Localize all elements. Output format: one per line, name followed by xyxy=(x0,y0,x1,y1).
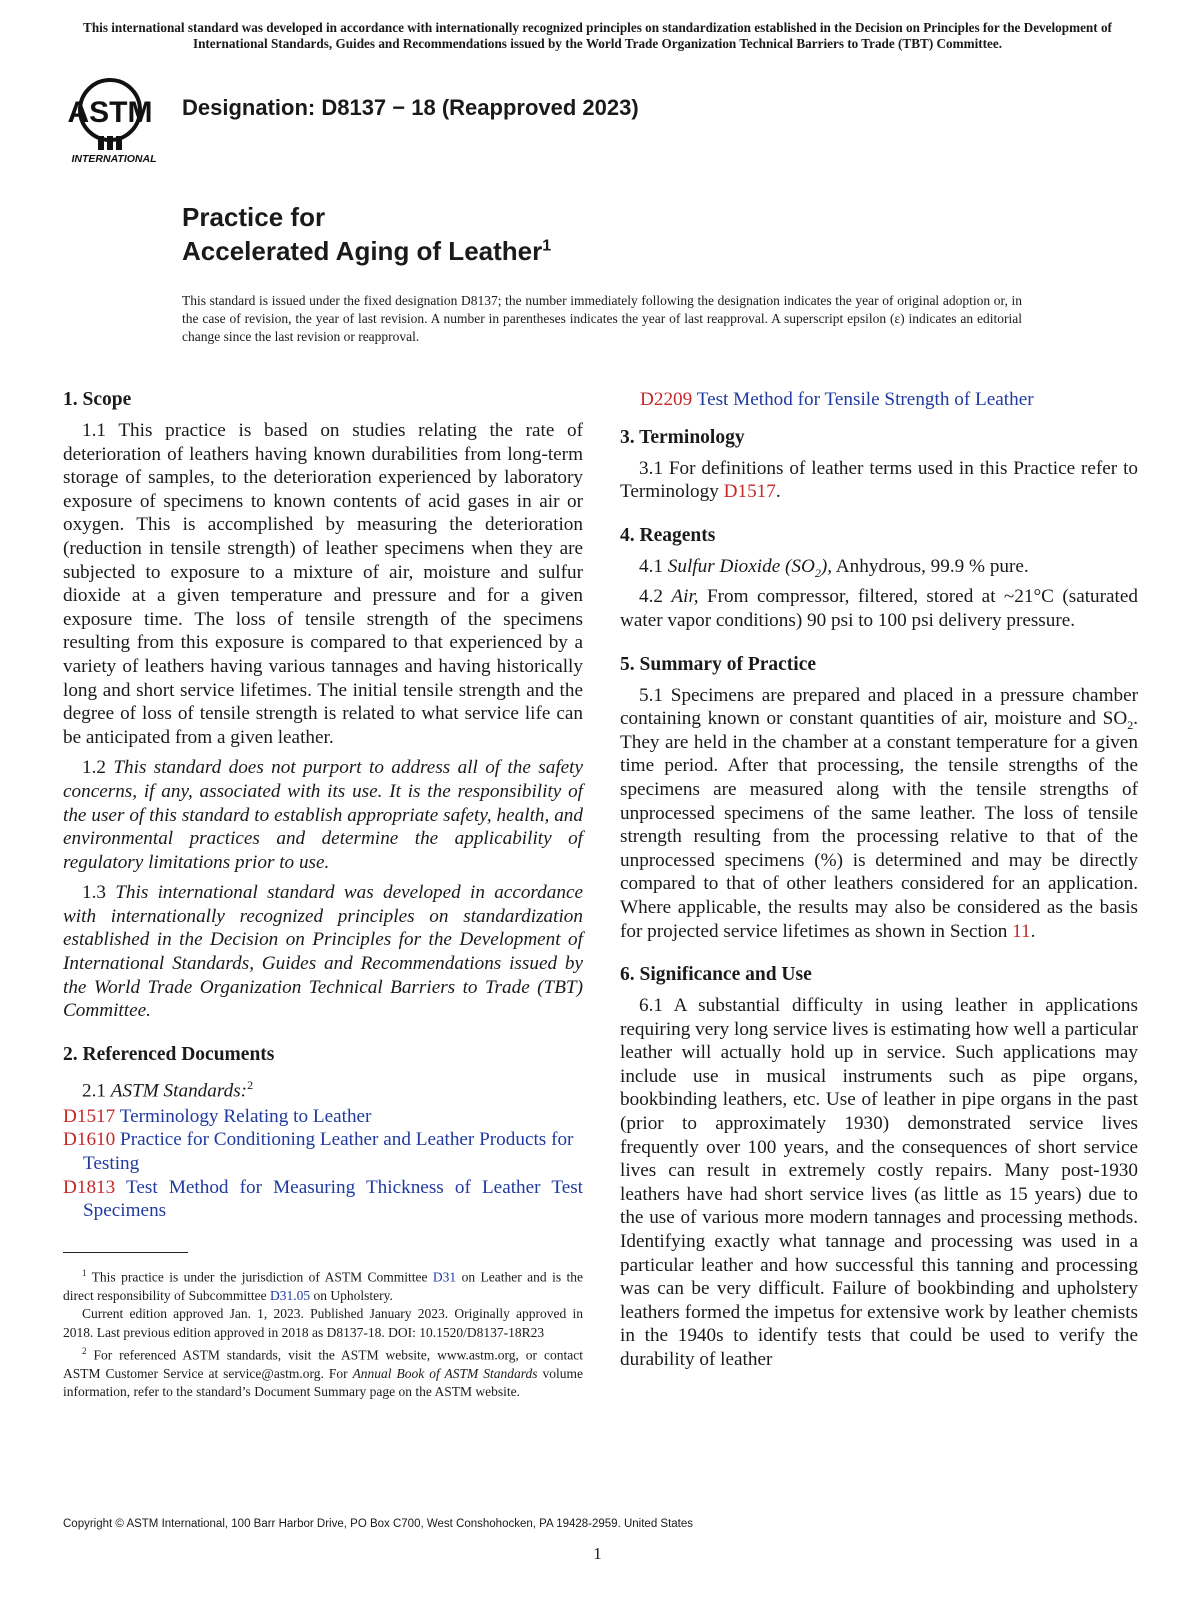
scope-para-1: 1.1 This practice is based on studies relating the rate of deterioration of leathers having known durabilities from long-term storage of samples, to the deterioration experienced by laboratory exposure of specimens to known contents of acid gases in air or oxygen. This is accomplished by measuring the deterioration (reduction in tensile strength) of leather specimens when they are subjected to exposure to a mixture of air, moisture and sulfur dioxide at a given temperature and pressure and for a given exposure time. The loss of tensile strength of the specimens resulting from this exposure is compared to that experienced by a variety of leathers having various tannages and having historically long and short service lifetimes. The initial tensile strength and the degree of loss of tensile strength is related to what service life can be anticipated from a given leather. xyxy=(63,420,583,748)
scope-para-3 xyxy=(63,881,583,1023)
astm-standards-label: ASTM Standards: xyxy=(110,1080,248,1102)
terminology-end: . xyxy=(775,481,781,503)
footnote-link-d31[interactable]: D31 xyxy=(432,1269,457,1285)
footnote-1-text-b: on Leather and is the direct responsibility of Subcommittee xyxy=(63,1269,583,1303)
ref-item-d2209[interactable] xyxy=(620,388,1138,412)
ref-title[interactable]: Practice for Conditioning Leather and Leather Products for Testing xyxy=(83,1129,574,1175)
terminology-link-d1517[interactable]: D1517 xyxy=(723,481,776,503)
so2-subscript: 2 xyxy=(814,565,821,580)
ref-code[interactable]: D1517 xyxy=(63,1105,116,1127)
footnote-2-text-a: For referenced ASTM standards, visit the ASTM website, www.astm.org, or contact ASTM Customer Service at service@astm.org. For xyxy=(63,1347,583,1382)
title-text: Accelerated Aging of Leather xyxy=(182,236,543,266)
section-heading-significance: 6. Significance and Use xyxy=(620,964,812,986)
ref-item-d1813[interactable] xyxy=(63,1176,583,1223)
right-column xyxy=(620,388,1138,1379)
ref-title[interactable]: Terminology Relating to Leather xyxy=(119,1105,372,1127)
section-heading-summary: 5. Summary of Practice xyxy=(620,653,817,675)
title-footnote-mark: 1 xyxy=(542,237,552,255)
summary-text-a: 5.1 Specimens are prepared and placed in a pressure chamber containing known or constant quantities of air, moisture and SO xyxy=(620,684,1138,730)
svg-text:ASTM: ASTM xyxy=(67,96,153,129)
left-column xyxy=(63,388,583,1223)
ref-code[interactable]: D2209 xyxy=(640,389,693,410)
title-line-1: Practice for xyxy=(182,202,326,232)
page-number: 1 xyxy=(593,1544,602,1563)
scope-para-2 xyxy=(63,756,583,874)
summary-end: . xyxy=(1030,920,1036,942)
footnote-1-text-c: on Upholstery. xyxy=(310,1287,393,1303)
footnote-2-mark: 2 xyxy=(82,1346,87,1357)
footnote-divider xyxy=(63,1252,188,1253)
summary-text-b: . They are held in the chamber at a constant temperature for a given time period. After that processing, the tensile strengths of the specimens are measured along with the tensile strengths of unprocessed specimens of the same leather. The loss of tensile strength resulting from the processing relative to that of the unprocessed specimens (%) is determined and may be directly compared to that of other leathers considered for an application. Where applicable, the results may also be considered as the basis for projected service lifetimes as shown in Section xyxy=(620,708,1138,942)
ref-title[interactable]: Test Method for Measuring Thickness of Leather Test Specimens xyxy=(83,1176,584,1222)
logo-text: INTERNATIONAL xyxy=(71,153,157,164)
document-title xyxy=(182,200,551,268)
footnote-1-mark: 1 xyxy=(82,1268,87,1278)
scope-para-2-text: This standard does not purport to address all of the safety concerns, if any, associated with its use. It is the responsibility of the user of this standard to establish appropriate safety, health, and environmental practices and determine the applicability of regulatory limitations prior to use. xyxy=(63,757,584,873)
terminology-para-1 xyxy=(620,457,1138,504)
astm-standards-subheading xyxy=(63,1074,583,1103)
section-heading-reagents: 4. Reagents xyxy=(620,524,716,546)
section-heading-scope: 1. Scope xyxy=(63,389,132,410)
footnote-2 xyxy=(63,1342,583,1402)
summary-subscript: 2 xyxy=(1127,717,1134,732)
copyright-notice: Copyright © ASTM International, 100 Barr Harbor Drive, PO Box C700, West Conshohocken, PA 19428-2959. United States xyxy=(63,1518,694,1530)
significance-para-1: 6.1 A substantial difficulty in using leather in applications requiring very long service lives is estimating how well a particular leather will actually hold up in service. Such applications may include use in musical instruments such as pipe organs, bookbinding leathers, etc. Use of leather in pipe organs in the past (prior to approximately 1930) demonstrated service lives frequently over 100 years, and the consequences of short service lives can result in extremely costly repairs. Many post-1930 leathers have had short service lives (as little as 15 years) due to the use of various more modern tannages and processing methods. Identifying exactly what tannage and processing was used in a particular leather and how successful this tanning and processing was can be very difficult. Failure of bookbinding and upholstery leathers formed the impetus for extensive work by leather chemists in the 1940s to identify tests that could be used to verify the durability of leather xyxy=(620,995,1138,1370)
section-heading-referenced: 2. Referenced Documents xyxy=(63,1043,275,1065)
footnotes xyxy=(63,1264,583,1402)
ref-code[interactable]: D1813 xyxy=(63,1176,116,1198)
footnote-1-text-a: This practice is under the jurisdiction of ASTM Committee xyxy=(86,1269,433,1285)
issued-note: This standard is issued under the fixed designation D8137; the number immediately following the designation indicates the year of original adoption or, in the case of revision, the year of last revision. A number in parentheses indicates the year of last reapproval. A superscript epsilon (ε) indicates an editorial change since the last revision or reapproval. xyxy=(182,293,1022,344)
astm-logo-icon xyxy=(62,72,170,164)
reagents-para-2 xyxy=(620,585,1138,632)
astm-logo xyxy=(62,72,170,164)
designation: Designation: D8137 − 18 (Reapproved 2023) xyxy=(182,95,639,120)
reagents-para-2-text: From compressor, filtered, stored at ~21°C (saturated water vapor conditions) 90 psi to 100 psi delivery pressure. xyxy=(620,586,1139,631)
terminology-text: 3.1 For definitions of leather terms used in this Practice refer to Terminology xyxy=(620,457,1138,503)
scope-para-2-num: 1.2 xyxy=(82,757,106,779)
reagents-para-2-label: Air, xyxy=(671,586,699,608)
reagents-para-1-text: Anhydrous, 99.9 % pure. xyxy=(832,555,1029,577)
footnote-link-d31-05[interactable]: D31.05 xyxy=(269,1287,311,1303)
footnote-1 xyxy=(63,1264,583,1305)
reagents-para-1-num: 4.1 xyxy=(639,555,663,577)
astm-standards-mark: 2 xyxy=(247,1077,254,1092)
ref-item-d1610[interactable] xyxy=(63,1128,583,1175)
footnote-2-text-b: volume information, refer to the standard’s Document Summary page on the ASTM website. xyxy=(63,1366,583,1400)
reagents-para-1-label xyxy=(667,555,833,580)
so2-label: Sulfur Dioxide (SO xyxy=(667,555,815,577)
scope-para-3-text: This international standard was developed in accordance with internationally recognized principles on standardization established in the Decision on Principles for the Development of International Standards, Guides and Recommendations issued by the World Trade Organization Technical Barriers to Trade (TBT) Committee. xyxy=(63,882,584,1022)
ref-title[interactable]: Test Method for Tensile Strength of Leather xyxy=(696,389,1034,410)
summary-para-1 xyxy=(620,684,1138,944)
ref-item-d1517[interactable] xyxy=(63,1105,583,1129)
ref-code[interactable]: D1610 xyxy=(63,1129,116,1151)
reagents-para-1 xyxy=(620,555,1138,579)
astm-standards-num: 2.1 xyxy=(82,1080,106,1102)
scope-para-3-num: 1.3 xyxy=(82,882,106,904)
section-11-link[interactable]: 11 xyxy=(1012,920,1031,942)
title-line-2 xyxy=(182,234,551,268)
top-notice: This international standard was developed in accordance with internationally recognized principles on standardization established in the Decision on Principles for the Development of International Standards, Guides and Recommendations issued by the World Trade Organization Technical Barriers to Trade (TBT) Committee. xyxy=(83,20,1112,51)
footnote-edition: Current edition approved Jan. 1, 2023. Published January 2023. Originally approved in 2018. Last previous edition approved in 2018 as D8137-18. DOI: 10.1520/D8137-18R23 xyxy=(63,1306,583,1340)
footnote-2-italic: Annual Book of ASTM Standards xyxy=(352,1366,538,1382)
section-heading-terminology: 3. Terminology xyxy=(620,426,745,448)
so2-label-end: ), xyxy=(820,555,833,577)
reagents-para-2-num: 4.2 xyxy=(639,586,663,608)
